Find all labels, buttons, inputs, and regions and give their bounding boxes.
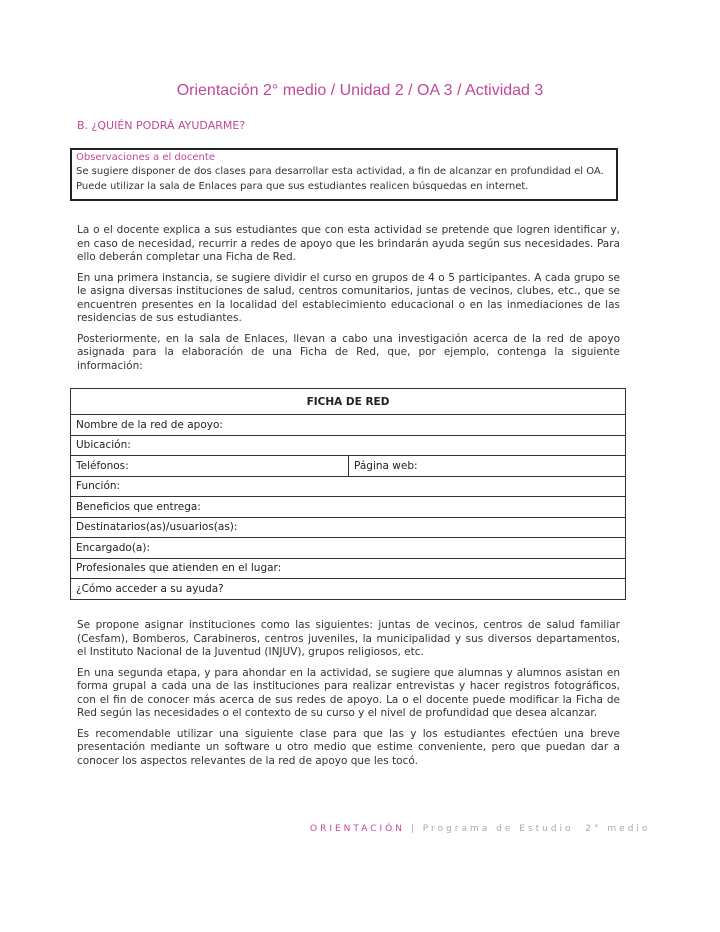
- table-row: Destinatarios(as)/usuarios(as):: [71, 517, 626, 538]
- observations-text: Se sugiere disponer de dos clases para desarrollar esta actividad, a fin de alcanzar en profundidad el OA. Puede utilizar la sala de Enlaces para que sus estudiantes realicen búsquedas en internet.: [76, 166, 604, 192]
- section-heading: B. ¿QUIÉN PODRÁ AYUDARME?: [77, 119, 246, 132]
- table-row: Encargado(a):: [71, 538, 626, 559]
- paragraph: En una primera instancia, se sugiere dividir el curso en grupos de 4 o 5 participantes. A cada grupo se le asigna diversas instituciones de salud, centros comunitarios, juntas de vecinos, clubes, etc., que se encuentren presentes en la localidad del establecimiento educacional o en las inmediaciones de las residencias de sus estudiantes.: [77, 271, 620, 324]
- table-row: Teléfonos:: [71, 456, 349, 477]
- footer-program: Programa de Estudio: [422, 824, 574, 834]
- table-row: Nombre de la red de apoyo:: [71, 415, 626, 436]
- footer-subject: ORIENTACIÓN: [310, 824, 405, 834]
- table-row: Profesionales que atienden en el lugar:: [71, 558, 626, 579]
- footer-separator: |: [410, 824, 417, 834]
- table-row: ¿Cómo acceder a su ayuda?: [71, 579, 626, 600]
- ficha-de-red-table: [70, 388, 626, 600]
- table-row: Función:: [71, 476, 626, 497]
- footer: [310, 824, 650, 834]
- observations-title: Observaciones a el docente: [76, 152, 215, 163]
- paragraph: Es recomendable utilizar una siguiente clase para que las y los estudiantes efectúen una breve presentación mediante un software u otro medio que estime conveniente, pero que puedan dar a conocer los aspectos relevantes de la red de apoyo que les tocó.: [77, 727, 620, 767]
- intro-paragraphs: [77, 224, 620, 380]
- paragraph: Se propone asignar instituciones como las siguientes: juntas de vecinos, centros de salud familiar (Cesfam), Bomberos, Carabineros, centros juveniles, la municipalidad y sus diversos departamentos, el Instituto Nacional de la Juventud (INJUV), grupos religiosos, etc.: [77, 619, 620, 658]
- table-cell-web: Página web:: [349, 456, 626, 477]
- paragraph: En una segunda etapa, y para ahondar en la actividad, se sugiere que alumnas y alumnos asistan en forma grupal a cada una de las instituciones para realizar entrevistas y hacer registros fotográficos, con el fin de conocer más acerca de sus redes de apoyo. La o el docente puede modificar la Ficha de Red según las necesidades o el contexto de su curso y el nivel de profundidad que desea alcanzar.: [77, 666, 620, 719]
- table-row: Beneficios que entrega:: [71, 497, 626, 518]
- observations-box: [70, 148, 618, 201]
- footer-grade: 2° medio: [585, 824, 651, 834]
- paragraph: Posteriormente, en la sala de Enlaces, llevan a cabo una investigación acerca de la red de apoyo asignada para la elaboración de una Ficha de Red, que, por ejemplo, contenga la siguiente información:: [77, 332, 620, 372]
- paragraph: La o el docente explica a sus estudiantes que con esta actividad se pretende que logren identificar y, en caso de necesidad, recurrir a redes de apoyo que les brindarán ayuda según sus necesidades. Para ello deberán completar una Ficha de Red.: [77, 224, 620, 263]
- closing-paragraphs: [77, 619, 620, 775]
- table-title: FICHA DE RED: [71, 389, 626, 415]
- table-row: Ubicación:: [71, 435, 626, 456]
- page-title: Orientación 2° medio / Unidad 2 / OA 3 / Actividad 3: [176, 82, 544, 99]
